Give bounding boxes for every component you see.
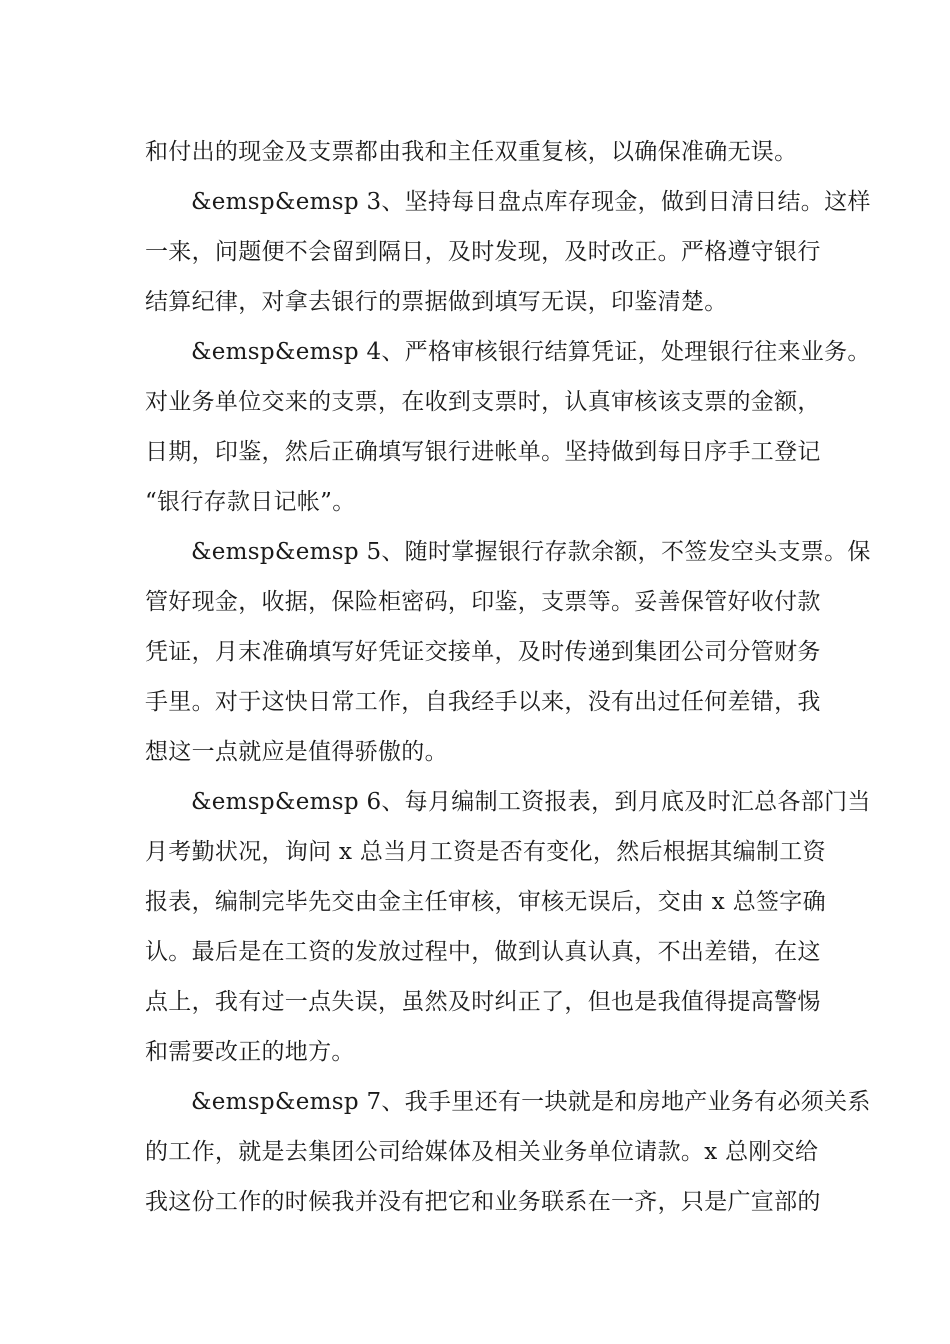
text-line: 手里。对于这快日常工作，自我经手以来，没有出过任何差错，我 [145, 689, 821, 715]
text-line: 一来，问题便不会留到隔日，及时发现，及时改正。严格遵守银行 [145, 239, 821, 265]
text-line: 的工作，就是去集团公司给媒体及相关业务单位请款。x 总刚交给 [145, 1139, 819, 1165]
text-line: 和付出的现金及支票都由我和主任双重复核，以确保准确无误。 [145, 139, 798, 165]
text-line: &emsp&emsp 3、坚持每日盘点库存现金，做到日清日结。这样 [191, 189, 871, 215]
text-line: &emsp&emsp 6、每月编制工资报表，到月底及时汇总各部门当 [191, 789, 871, 815]
text-line: &emsp&emsp 4、严格审核银行结算凭证，处理银行往来业务。 [191, 339, 871, 365]
text-line: 结算纪律，对拿去银行的票据做到填写无误，印鉴清楚。 [145, 289, 728, 315]
text-line: &emsp&emsp 5、随时掌握银行存款余额，不签发空头支票。保 [191, 539, 871, 565]
text-line: 我这份工作的时候我并没有把它和业务联系在一齐，只是广宣部的 [145, 1189, 821, 1215]
text-line: 报表，编制完毕先交由金主任审核，审核无误后，交由 x 总签字确 [145, 889, 826, 915]
text-line: 月考勤状况，询问 x 总当月工资是否有变化，然后根据其编制工资 [145, 839, 826, 865]
text-line: 认。最后是在工资的发放过程中，做到认真认真，不出差错，在这 [145, 939, 821, 965]
text-line: 管好现金，收据，保险柜密码，印鉴，支票等。妥善保管好收付款 [145, 589, 821, 615]
text-line: 点上，我有过一点失误，虽然及时纠正了，但也是我值得提高警惕 [145, 989, 821, 1015]
text-line: 凭证，月末准确填写好凭证交接单，及时传递到集团公司分管财务 [145, 639, 821, 665]
text-line: 和需要改正的地方。 [145, 1039, 355, 1065]
text-line: 想这一点就应是值得骄傲的。 [145, 739, 448, 765]
text-line: “银行存款日记帐”。 [145, 489, 356, 515]
text-line: &emsp&emsp 7、我手里还有一块就是和房地产业务有必须关系 [191, 1089, 871, 1115]
text-line: 对业务单位交来的支票，在收到支票时，认真审核该支票的金额， [145, 389, 821, 415]
text-line: 日期，印鉴，然后正确填写银行进帐单。坚持做到每日序手工登记 [145, 439, 821, 465]
